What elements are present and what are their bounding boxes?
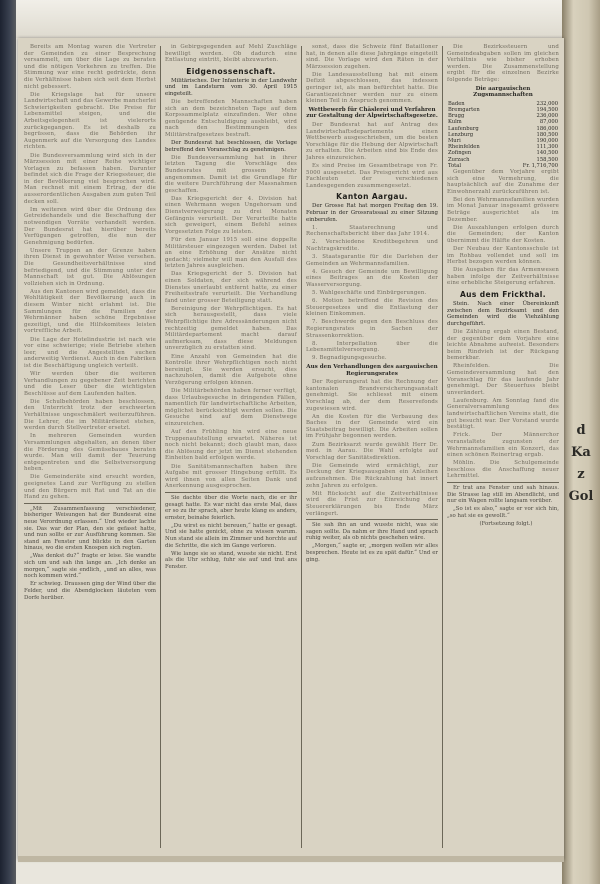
table-row: Bremgarten 194,500: [448, 106, 558, 113]
table-row: Zurzach 158,500: [448, 156, 558, 163]
column-3: sonst, dass die Schweiz fünf Batailloner hat, in denen alle diese Jahrgänge eingeteilt sind. Die Vorlage wird den Räten in der Märzsession zugehen. Die Landesausstellung hat mit einem Defizit abgeschlossen, das indessen geringer ist, als man befürchtet hatte. Die Garantiezeichner werden nur zu einem kleinen Teil in Anspruch genommen. Wettbewerb für Chäslerei und Verfahren zur Gestaltung der Alpwirtschaftsgesetze. Der Bundesrat hat auf Antrag des Landwirtschaftsdepartements einen Wettbewerb ausgeschrieben, um die besten Vorschläge für die Hebung der Alpwirtschaft zu erhalten. Die Arbeiten sind bis Ende des Jahres einzureichen. Es sind Preise im Gesamtbetrage von Fr. 5000 ausgesetzt. Das Preisgericht wird aus Fachleuten der verschiedenen Landesgegenden zusammengesetzt. Kanton Aargau. Der Grosse Rat hat morgen Freitag den 19. Februar in der Grossratssaal zu einer Sitzung einberufen. 1. Staatsrechnung und Rechenschaftsbericht über das Jahr 1914. 2. Verschiedene Kreditbegehren und Nachtragskredite. 3. Staatsgarantie für die Darlehen der Gemeinden an Wehrmannsfamilien. 4. Gesuch der Gemeinde um Bewilligung eines Beitrages an die Kosten der Wasserversorgung. 5. Wahlgeschäfte und Einbürgerungen. 6. Motion betreffend die Revision des Steuergesetzes und die Entlastung der kleinen Einkommen. 7. Beschwerde gegen den Beschluss des Regierungsrates in Sachen der Strassenkorrektion. 8. Interpellation über die Lebensmittelversorgung. 9. Begnadigungsgesuche. Aus den Verhandlungen des aargauischen Regierungsrates Der Regierungsrat hat die Rechnung der kantonalen Brandversicherungsanstalt genehmigt. Sie schliesst mit einem Vorschlag ab, der dem Reservefonds zugewiesen wird. An die Kosten für die Verbauung des Baches in der Gemeinde wird ein Staatsbeitrag bewilligt. Die Arbeiten sollen im Frühjahr begonnen werden. Zum Bezirksarzt wurde gewählt Herr Dr. med. in Aarau. Die Wahl erfolgte auf Vorschlag der Sanitätsdirektion. Die Gemeinde wird ermächtigt, zur Deckung der Kriegsausgaben ein Anleihen aufzunehmen. Die Rückzahlung hat innert zehn Jahren zu erfolgen. Mit Rücksicht auf die Zeitverhältnisse wird die Frist zur Einreichung der Steuererklärungen bis Ende März verlängert. Sie sah ihn an und wusste nicht, was sie sagen sollte. Da nahm er ihre Hand und sprach ruhig weiter, als ob nichts geschehen wäre. „Morgen,“ sagte er, „morgen wollen wir alles besprechen. Heute ist es zu spät dafür.“ Und er ging.: [306, 44, 438, 563]
continuation-note: (Fortsetzung folgt.): [479, 520, 533, 527]
column-rule: [442, 46, 443, 848]
table-row: Rheinfelden 111,300: [448, 144, 558, 151]
table-row: Kulm 87,000: [448, 119, 558, 126]
table-title: Die aargauischen Zugsmannschaften: [473, 85, 533, 99]
column-2: in Gebirgsgegenden auf Mehl Zuschläge bewilligt werden. Ob dadurch eine Entlastung eintritt, bleibt abzuwarten. Eidgenossenschaft. Militärisches. Der Infanterie in der Landwehr und im Landsturm vom 30. April 1915 eingeteilt. Die betreffenden Mannschaften haben sich an dem bezeichneten Tage auf dem Korpssammelplatz einzufinden. Wer ohne genügende Entschuldigung ausbleibt, wird nach den Bestimmungen des Militärstrafgesetzes bestraft. Der Bundesrat hat beschlossen, die Vorlage betreffend den Voranschlag zu genehmigen. Die Bundesversammlung hat in ihrer letzten Tagung die Vorschläge des Bundesrates mit grossem Mehr angenommen. Damit ist die Grundlage für die weitere Durchführung der Massnahmen geschaffen. Das Kriegsgericht der 4. Division hat einen Wehrmann wegen Ungehorsam und Dienstverweigerung zu drei Monaten Gefängnis verurteilt. Der Verurteilte hatte sich geweigert, einem Befehl seines Vorgesetzten Folge zu leisten. Für den Januar 1915 soll eine doppelte Militärsteuer eingezogen werden. Dabei ist an eine Erhöhung der Ansätze nicht gedacht; vielmehr will man den Ausfall des letzten Jahres ausgleichen. Das Kriegsgericht der 5. Division hat einen Soldaten, der sich während des Dienstes unerlaubt entfernt hatte, zu einer Freiheitsstrafe verurteilt. Die Verhandlung fand unter grosser Beteiligung statt. Bereinigung der Wehrpflichtigen. Es hat sich herausgestellt, dass viele Wehrpflichtige ihre Adressänderungen nicht rechtzeitig gemeldet haben. Das Militärdepartement macht darauf aufmerksam, dass diese Meldungen unverzüglich zu erstatten sind. Eine Anzahl von Gemeinden hat die Kontrolle ihrer Wehrpflichtigen noch nicht bereinigt. Sie werden ersucht, dies nachzuholen, damit die Aufgebote ohne Verzögerung erfolgen können. Die Militärbehörden haben ferner verfügt, dass Urlaubsgesuche in dringenden Fällen, namentlich für landwirtschaftliche Arbeiten, möglichst berücksichtigt werden sollen. Die Gesuche sind auf dem Dienstwege einzureichen. Auf den Frühling hin wird eine neue Truppenaufstellung erwartet. Näheres ist noch nicht bekannt; doch glaubt man, dass die Ablösung der jetzt im Dienst stehenden Einheiten bald erfolgen werde. Die Sanitätsmannschaften haben ihre Aufgabe mit grosser Hingebung erfüllt. Es wird ihnen von allen Seiten Dank und Anerkennung ausgesprochen. Sie dachte über die Worte nach, die er ihr gesagt hatte. Es war nicht das erste Mal, dass er so zu ihr sprach, aber heute klang es anders, ernster, beinahe feierlich. „Du wirst es nicht bereuen,“ hatte er gesagt. Und sie hatte genickt, ohne zu wissen warum. Nun stand sie allein im Zimmer und horchte auf die Schritte, die sich im Gange verloren. Wie lange sie so stand, wusste sie nicht. Erst als die Uhr schlug, fuhr sie auf und trat ans Fenster.: [165, 44, 297, 570]
heading-kanton-aargau: Kanton Aargau.: [336, 192, 408, 202]
table-row: Baden 232,000: [448, 100, 558, 107]
heading-frickthal: Aus dem Frickthal.: [459, 290, 547, 300]
text-bundesrat: Der Bundesrat hat beschlossen, die Vorlage betreffend den Voranschlag zu genehmigen.: [165, 140, 297, 153]
binding-left-edge: [0, 0, 16, 884]
page-top-margin: [16, 0, 576, 38]
heading-eidgenossenschaft: Eidgenossenschaft.: [186, 66, 276, 76]
subhead-wettbewerb: Wettbewerb für Chäslerei und Verfahren zur Gestaltung der Alpwirtschaftsgesetze.: [306, 106, 438, 120]
page-bottom-edge: [18, 856, 564, 862]
column-rule: [160, 46, 161, 848]
table-total-row: Total Fr. 1,716,700: [448, 162, 558, 169]
text-militaer: Militärisches. Der Infanterie in der Landwehr und im Landsturm vom 30. April 1915 eingeteilt.: [165, 77, 297, 97]
text-grosser-rat: Der Grosse Rat hat morgen Freitag den 19. Februar in der Grossratssaal zu einer Sitzung einberufen.: [306, 203, 438, 223]
column-rule: [301, 46, 302, 848]
table-row: Zofingen 140,500: [448, 150, 558, 157]
district-table: [447, 101, 559, 169]
table-row: Muri 190,000: [448, 137, 558, 144]
subhead-verhandlungen: Aus den Verhandlungen des aargauischen Regierungsrates: [306, 364, 438, 377]
column-4: Die Bezirkssteuern und Gemeindeabgaben sollen im gleichen Verhältnis wie bisher erhoben werden. Die Zusammenstellung ergibt für die einzelnen Bezirke folgende Beträge: Die aargauischen Zugsmannschaften Baden 232,000 Bremgarten 194,500 Brugg 236,000 Kulm 87,000 Laufenburg 186,000 Lenzburg 180,500 Muri 190,000 Rheinfelden 111,300 Zofingen 140,500 Zurzach 158,500 Total Fr. 1,716,700 Gegenüber dem Vorjahre ergibt sich eine Vermehrung, die hauptsächlich auf die Zunahme der Einwohnerzahl zurückzuführen ist. Bei den Wehrmannsfamilien wurden im Monat Januar insgesamt grössere Beträge ausgerichtet als im Dezember. Die Auszahlungen erfolgen durch die Gemeinden; der Kanton übernimmt die Hälfte der Kosten. Der Neubau der Kantonsschule ist im Rohbau vollendet und soll im Herbst bezogen werden können. Die Ausgaben für das Armenwesen haben infolge der Zeitverhältnisse eine erhebliche Steigerung erfahren. Aus dem Frickthal. Stein. Nach einer Übereinkunft zwischen dem Bezirksamt und den Gemeinden wird die Viehzählung durchgeführt. Die Zählung ergab einen Bestand, der gegenüber dem Vorjahre eine leichte Abnahme aufweist. Besonders beim Rindvieh ist der Rückgang bemerkbar. Rheinfelden. Die Gemeindeversammlung hat den Voranschlag für das laufende Jahr genehmigt. Der Steuerfuss bleibt unverändert. Laufenburg. Am Sonntag fand die Generalversammlung des landwirtschaftlichen Vereins statt, die gut besucht war. Der Vorstand wurde bestätigt. Frick. Der Männerchor veranstaltete zugunsten der Wehrmannsfamilien ein Konzert, das einen schönen Reinertrag ergab. Möhlin. Die Schulgemeinde beschloss die Anschaffung neuer Lehrmittel. Er trat ans Fenster und sah hinaus. Die Strasse lag still im Abendlicht, und nur ein Wagen rollte langsam vorüber. „So ist es also,“ sagte er vor sich hin, „so hat sie es gewollt.“ (Fortsetzung folgt.): [447, 44, 559, 527]
newspaper-page: [18, 38, 564, 860]
table-row: Brugg 236,000: [448, 113, 558, 120]
adjacent-page-edge: d Ka z Gol: [568, 423, 594, 504]
column-1: Bereits am Montag waren die Vertreter der Gemeinden zu einer Besprechung versammelt, um über die Lage zu beraten und die nötigen Vorkehren zu treffen. Die Stimmung war eine recht gedrückte, denn die Verhältnisse haben sich seit dem Herbst nicht gebessert. Die Kriegslage hat für unsere Landwirtschaft und das Gewerbe mancherlei Schwierigkeiten gebracht. Die Preise für Lebensmittel steigen, und die Arbeitsgelegenheit ist vielerorts zurückgegangen. Es ist deshalb zu begrüssen, dass die Behörden ihr Augenmerk auf die Versorgung des Landes richten. Die Bundesversammlung wird sich in der Märzsession mit einer Reihe wichtiger Vorlagen zu befassen haben. Darunter befindet sich die Frage der Kriegssteuer, die in der Bevölkerung viel besprochen wird. Man rechnet mit einem Ertrag, der die ausserordentlichen Ausgaben zum guten Teil decken soll. Im weiteren wird über die Ordnung des Getreidehandels und die Beschaffung der notwendigen Vorräte verhandelt werden. Der Bundesrat hat hierüber bereits Verfügungen getroffen, die nun der Genehmigung bedürfen. Unsere Truppen an der Grenze haben ihren Dienst in gewohnter Weise versehen. Die Gesundheitsverhältnisse sind befriedigend, und die Stimmung unter der Mannschaft ist gut. Die Ablösungen vollziehen sich in Ordnung. Aus den Kantonen wird gemeldet, dass die Wohltätigkeit der Bevölkerung auch in diesem Winter nicht erlahmt ist. Die Sammlungen für die Familien der Wehrmänner haben schöne Ergebnisse gezeitigt, und die Hilfskomitees leisten vortreffliche Arbeit. Die Lage der Hotelindustrie ist nach wie vor eine schwierige; viele Betriebe stehen leer, und die Angestellten suchen anderweitig Verdienst. Auch in den Fabriken ist die Beschäftigung ungleich verteilt. Wir werden über die weiteren Verhandlungen zu gegebener Zeit berichten und die Leser über die wichtigsten Beschlüsse auf dem Laufenden halten. Die Schulbehörden haben beschlossen, den Unterricht trotz der erschwerten Verhältnisse ungeschmälert weiterzuführen. Die Lehrer, die im Militärdienst stehen, werden durch Stellvertreter ersetzt. In mehreren Gemeinden wurden Versammlungen abgehalten, an denen über die Förderung des Gemüsebaues beraten wurde. Man will damit der Teuerung entgegentreten und die Selbstversorgung heben. Die Gemeinderäte sind ersucht worden, geeignetes Land zur Verfügung zu stellen und den Bürgern mit Rat und Tat an die Hand zu gehen. „Mit Zusammenfassung verschiedener, bisheriger Weisungen hat der Bundesrat eine neue Verordnung erlassen.“ Und wieder lachte sie. Das war der Plan, den sie gefasst hatte, und nun sollte er zur Ausführung kommen. Sie stand am Fenster und blickte in den Garten hinaus, wo die ersten Knospen sich regten. „Was denkst du?“ fragte er leise. Sie wandte sich um und sah ihn lange an. „Ich denke an morgen,“ sagte sie endlich, „und an alles, was noch kommen wird.“ Er schwieg. Draussen ging der Wind über die Felder, und die Abendglocken läuteten vom Dorfe herüber.: [24, 44, 156, 601]
table-row: Laufenburg 186,000: [448, 125, 558, 132]
text-frickthal: Stein. Nach einer Übereinkunft zwischen dem Bezirksamt und den Gemeinden wird die Viehzählung durchgeführt.: [447, 301, 559, 327]
table-row: Lenzburg 180,500: [448, 131, 558, 138]
